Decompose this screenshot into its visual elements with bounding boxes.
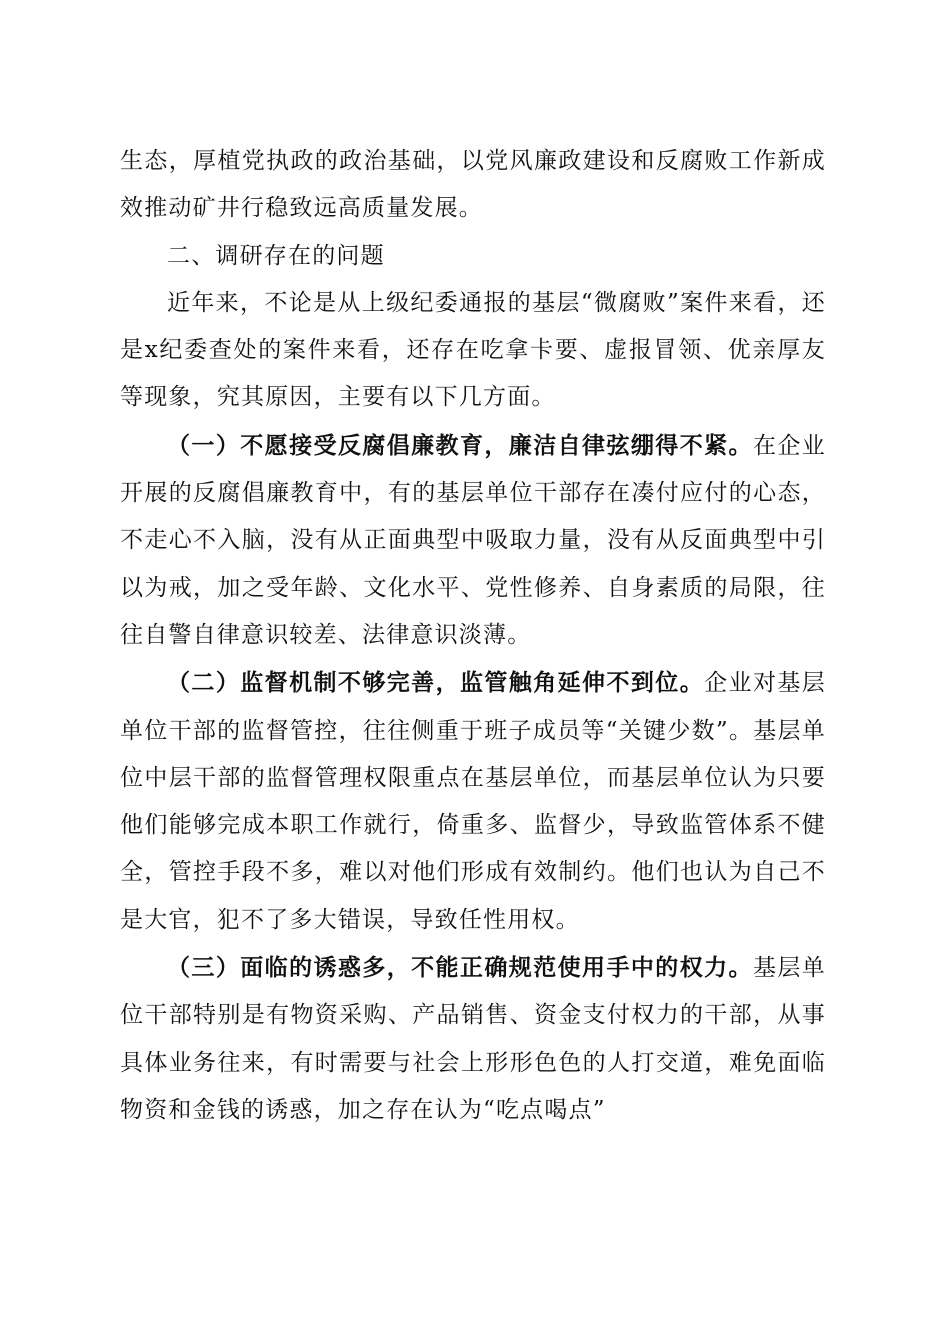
point-lead-text: （二）监督机制不够完善，监管触角延伸不到位。 — [167, 669, 705, 697]
document-body — [120, 138, 826, 1134]
paragraph-point-3 — [120, 944, 826, 1134]
heading-text: 二、调研存在的问题 — [167, 242, 385, 269]
section-heading — [120, 233, 826, 280]
point-lead-text: （一）不愿接受反腐倡廉教育，廉洁自律弦绷得不紧。 — [167, 431, 753, 459]
paragraph-point-1 — [120, 422, 826, 659]
paragraph-continuation — [120, 138, 826, 233]
point-lead-text: （三）面临的诱惑多，不能正确规范使用手中的权力。 — [167, 954, 753, 982]
paragraph-text: 企业对基层单位干部的监督管控，往往侧重于班子成员等“关键少数”。基层单位中层干部的监督管理权限重点在基层单位，而基层单位认为只要他们能够完成本职工作就行，倚重多、监督少，导致监管体系不健全，管控手段不多，难以对他们形成有效制约。他们也认为自己不是大官，犯不了多大错误，导致任性用权。 — [120, 670, 827, 933]
paragraph-point-2 — [120, 659, 826, 944]
paragraph-text: 基层单位干部特别是有物资采购、产品销售、资金支付权力的干部，从事具体业务往来，有时需要与社会上形形色色的人打交道，难免面临物资和金钱的诱惑，加之存在认为“吃点喝点” — [120, 955, 826, 1123]
paragraph-text: 近年来，不论是从上级纪委通报的基层“微腐败”案件来看，还是x纪委查处的案件来看，还存在吃拿卡要、虚报冒领、优亲厚友等现象，究其原因，主要有以下几方面。 — [120, 289, 826, 411]
paragraph-intro — [120, 280, 826, 422]
paragraph-text: 生态，厚植党执政的政治基础，以党风廉政建设和反腐败工作新成效推动矿井行稳致远高质量发展。 — [120, 148, 826, 222]
paragraph-text: 在企业开展的反腐倡廉教育中，有的基层单位干部存在凑付应付的心态，不走心不入脑，没有从正面典型中吸取力量，没有从反面典型中引以为戒，加之受年龄、文化水平、党性修养、自身素质的局限，往往自警自律意识较差、法律意识淡薄。 — [120, 432, 826, 648]
